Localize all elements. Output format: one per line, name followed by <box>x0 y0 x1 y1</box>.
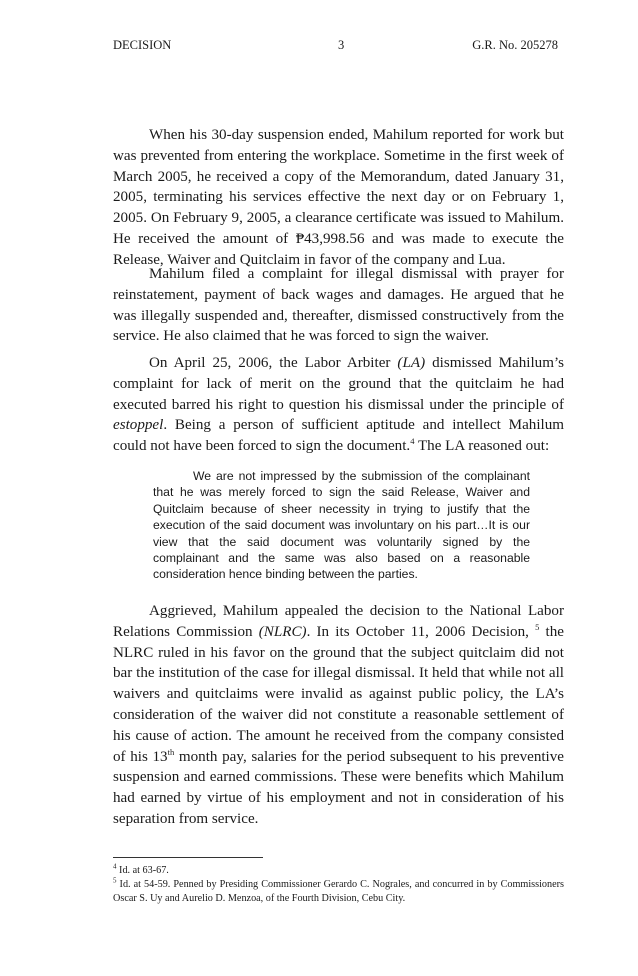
footnote-text: Id. at 54-59. Penned by Presiding Commissioner Gerardo C. Nograles, and concurred in by Commissioners Oscar S. Uy and Aurelio D. Menzoa, of the Fourth Division, Cebu City. <box>113 879 564 904</box>
block-quote-text: We are not impressed by the submission of the complainant that he was merely forced to sign the said Release, Waiver and Quitclaim because of sheer necessity in trying to justify that the execution of the said document was involuntary on his part…It is our view that the said document was voluntarily signed by the complainant and the same was also based on a reasonable consideration hence binding between the parties. <box>153 469 530 582</box>
estoppel-term: estoppel <box>113 417 164 434</box>
footnote-text: Id. at 63-67. <box>116 865 169 876</box>
text-segment: dismissed Mahilum’s complaint for lack of merit on the ground that the quitclaim he had executed barred his right to question his dismissal under the principle of <box>113 355 565 413</box>
footnote-5 <box>113 878 564 906</box>
paragraph-suspension-ended: When his 30-day suspension ended, Mahilum reported for work but was prevented from entering the workplace. Sometime in the first week of March 2005, he received a copy of the Memorandum, dated January 31, 2005, terminating his services effective the next day or on February 1, 2005. On February 9, 2005, a clearance certificate was issued to Mahilum. He received the amount of ₱43,998.56 and was made to execute the Release, Waiver and Quitclaim in favor of the company and Lua. <box>113 127 564 268</box>
text-segment: the NLRC ruled in his favor on the ground that the subject quitclaim did not bar the institution of the case for illegal dismissal. It held that while not all waivers and quitclaims were invalid as against public policy, the LA’s consideration of the waiver did not constitute a reasonable settlement of his cause of action. The amount he received from the company consisted of his 13 <box>113 623 564 765</box>
running-header-title: DECISION <box>113 38 172 52</box>
footnote-separator <box>113 857 263 858</box>
paragraph-complaint-filed: Mahilum filed a complaint for illegal dismissal with prayer for reinstatement, payment of back wages and damages. He argued that he was illegally suspended and, thereafter, dismissed constructively from the service. He also claimed that he was forced to sign the waiver. <box>113 266 564 345</box>
ordinal-suffix: th <box>167 746 175 757</box>
paragraph-nlrc-appeal <box>113 601 564 830</box>
text-segment: The LA reasoned out: <box>414 438 550 455</box>
text-segment: On April 25, 2006, the Labor Arbiter <box>149 355 398 371</box>
footnote-ref-5: 5 <box>535 621 540 632</box>
paragraph-labor-arbiter <box>113 353 564 457</box>
block-quote <box>153 468 530 583</box>
page-number: 3 <box>338 38 345 52</box>
text-segment: Aggrieved, Mahilum appealed the decision to the National Labor Relations Commission <box>113 603 564 640</box>
la-abbreviation: (LA) <box>397 355 426 371</box>
footnote-number: 5 <box>113 876 117 885</box>
nlrc-abbreviation: (NLRC) <box>258 623 307 640</box>
footnote-ref-4: 4 <box>410 436 415 447</box>
text-segment: . In its October 11, 2006 Decision, <box>306 623 536 640</box>
case-number: G.R. No. 205278 <box>472 38 558 52</box>
text-segment: . Being a person of sufficient aptitude and intellect Mahilum could not have been forced to sign the document. <box>113 417 564 455</box>
footnote-number: 4 <box>113 862 117 871</box>
text-segment: month pay, salaries for the period subsequent to his preventive suspension and earned commissions. These were benefits which Mahilum had earned by virtue of his employment and not in consideration of his separation from service. <box>113 748 564 827</box>
footnote-4 <box>113 864 564 878</box>
